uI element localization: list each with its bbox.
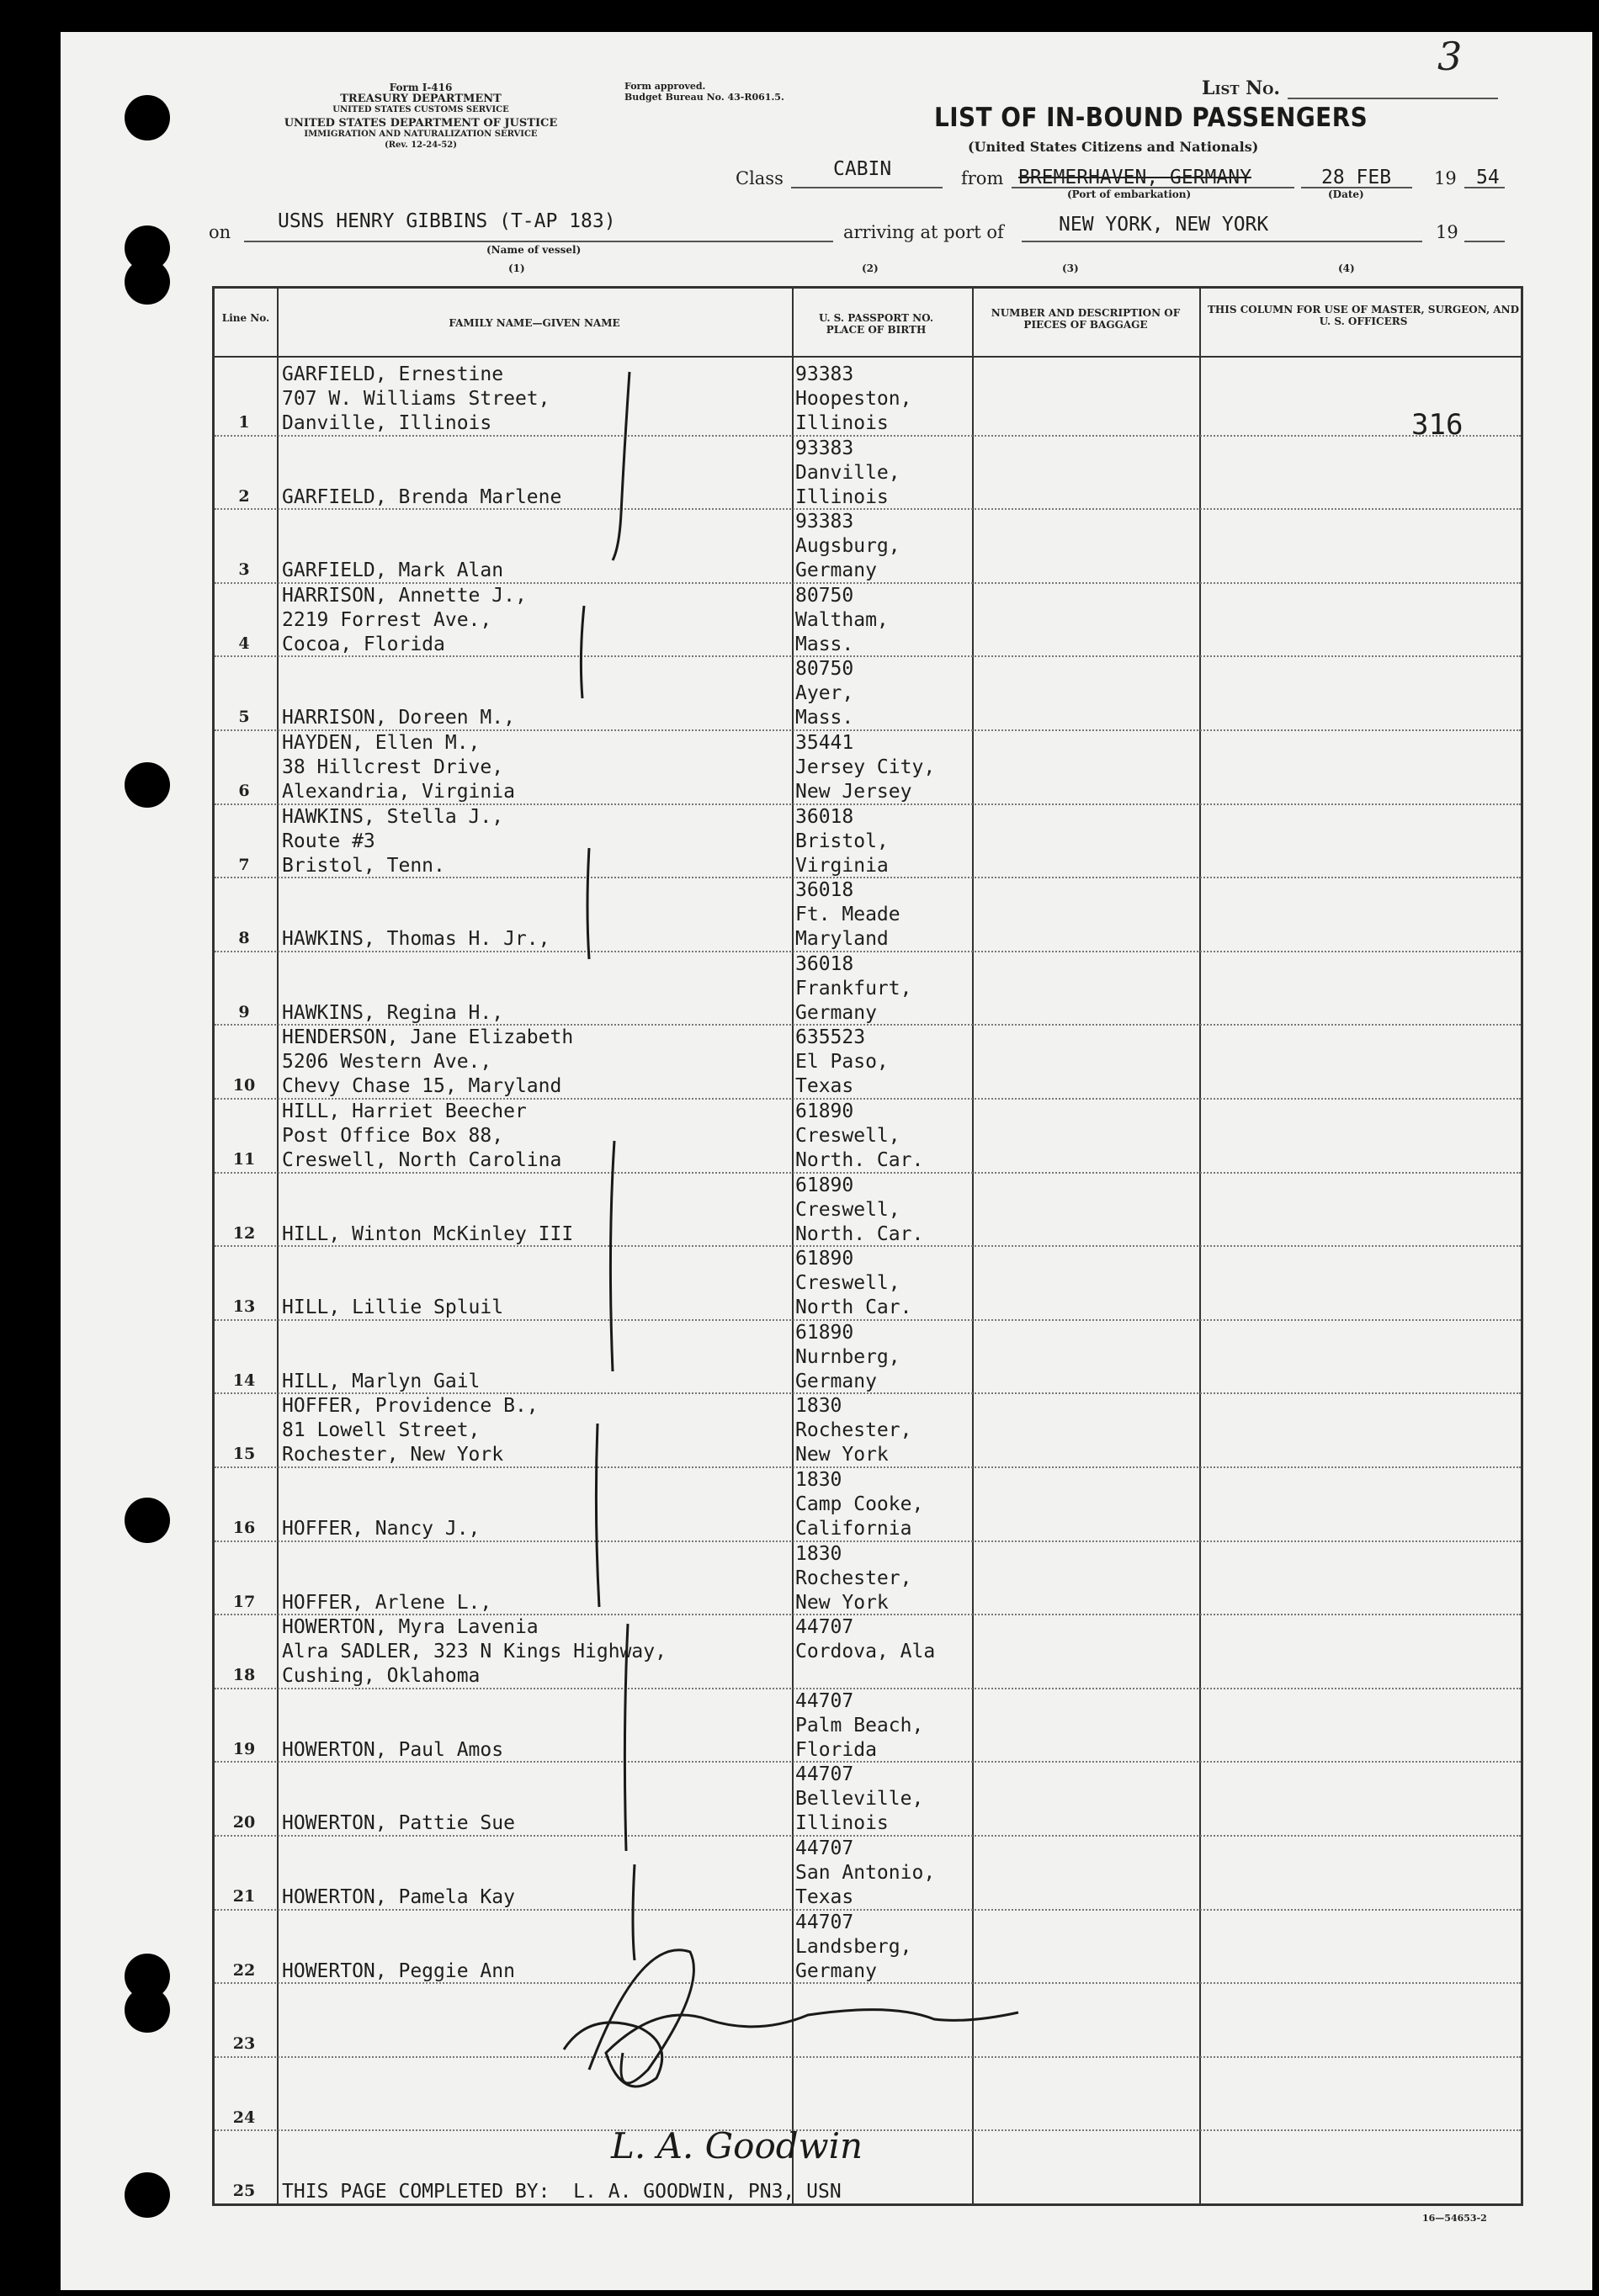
passenger-name: HOFFER, Arlene L., xyxy=(282,1591,492,1614)
passenger-name: HOWERTON, Myra Lavenia Alra SADLER, 323 N Kings Highway, Cushing, Oklahoma xyxy=(282,1616,667,1688)
line-number: 19 xyxy=(232,1739,256,1758)
list-no-label: List No. xyxy=(1202,77,1280,99)
line-number: 3 xyxy=(238,560,250,580)
passenger-name: HARRISON, Doreen M., xyxy=(282,707,515,729)
passenger-name: HAWKINS, Thomas H. Jr., xyxy=(282,928,550,951)
on-label: on xyxy=(209,222,231,242)
date-value: 28 FEB xyxy=(1321,167,1392,188)
form-approved: Form approved. xyxy=(624,81,706,92)
passenger-name: HILL, Winton McKinley III xyxy=(282,1222,574,1245)
form-revision: (Rev. 12-24-52) xyxy=(385,141,457,150)
passenger-name: HAWKINS, Stella J., Route #3 Bristol, Tenn. xyxy=(282,805,504,877)
passport-birthplace: 93383 Danville, Illinois xyxy=(795,437,900,508)
header-passport: U. S. PASSPORT NO. PLACE OF BIRTH xyxy=(818,312,934,336)
passenger-name: HARRISON, Annette J., 2219 Forrest Ave., Cocoa, Florida xyxy=(282,584,527,655)
passport-birthplace: 36018 Bristol, Virginia xyxy=(795,805,889,877)
corner-mark: 3 xyxy=(84,2198,104,2232)
line-number: 1 xyxy=(238,413,250,432)
passport-birthplace: 35441 Jersey City, New Jersey xyxy=(795,732,936,803)
arriving-value: NEW YORK, NEW YORK xyxy=(1059,214,1269,236)
passport-birthplace: 44707 Belleville, Illinois xyxy=(795,1763,924,1835)
date-caption: (Date) xyxy=(1328,188,1364,200)
line-number: 7 xyxy=(238,855,250,874)
passport-birthplace: 44707 San Antonio, Texas xyxy=(795,1837,936,1908)
passenger-name: HILL, Harriet Beecher Post Office Box 88, Creswell, North Carolina xyxy=(282,1100,562,1171)
line-number: 14 xyxy=(232,1371,256,1390)
passenger-name: HENDERSON, Jane Elizabeth 5206 Western Ave., Chevy Chase 15, Maryland xyxy=(282,1026,574,1098)
line-number: 21 xyxy=(232,1887,256,1906)
passenger-name: HOWERTON, Pattie Sue xyxy=(282,1812,515,1835)
treasury-dept: TREASURY DEPARTMENT xyxy=(340,93,502,105)
year2-prefix: 19 xyxy=(1436,222,1458,242)
completer-signature: L. A. Goodwin xyxy=(611,2125,863,2166)
passenger-name: HOWERTON, Pamela Kay xyxy=(282,1886,515,1908)
form-subtitle: (United States Citizens and Nationals) xyxy=(968,139,1259,155)
passport-birthplace: 44707 Landsberg, Germany xyxy=(795,1911,912,1982)
arriving-label: arriving at port of xyxy=(843,222,1004,242)
from-label: from xyxy=(961,168,1004,188)
passport-birthplace: 1830 Rochester, New York xyxy=(795,1542,912,1614)
passport-birthplace: 36018 Ft. Meade Maryland xyxy=(795,879,900,951)
customs-service: UNITED STATES CUSTOMS SERVICE xyxy=(332,105,509,114)
line-number: 16 xyxy=(232,1519,256,1537)
year-value: 54 xyxy=(1476,167,1500,188)
line-number: 8 xyxy=(238,929,250,948)
class-value: CABIN xyxy=(833,158,892,180)
passenger-name: HILL, Marlyn Gail xyxy=(282,1370,481,1392)
line-number: 6 xyxy=(238,782,250,800)
passport-birthplace: 635523 El Paso, Texas xyxy=(795,1026,889,1098)
justice-dept: UNITED STATES DEPARTMENT OF JUSTICE xyxy=(284,117,558,130)
passport-birthplace: 36018 Frankfurt, Germany xyxy=(795,952,912,1024)
col-num-4: (4) xyxy=(1338,262,1355,274)
header-baggage: NUMBER AND DESCRIPTION OF PIECES OF BAGGAGE xyxy=(991,307,1181,331)
col-num-3: (3) xyxy=(1062,262,1079,274)
line-number: 10 xyxy=(232,1076,256,1095)
passport-birthplace: 61890 Creswell, North. Car. xyxy=(795,1174,924,1245)
class-label: Class xyxy=(736,168,784,188)
passenger-name: GARFIELD, Brenda Marlene xyxy=(282,485,562,508)
line-number: 20 xyxy=(232,1813,256,1832)
line-number: 12 xyxy=(232,1223,256,1243)
passport-birthplace: 1830 Rochester, New York xyxy=(795,1395,912,1466)
line-number: 11 xyxy=(232,1150,256,1169)
col-num-1: (1) xyxy=(508,262,525,274)
line-number: 13 xyxy=(232,1297,256,1317)
passport-birthplace: 80750 Ayer, Mass. xyxy=(795,658,854,729)
from-value: BREMERHAVEN, GERMANY xyxy=(1018,167,1251,188)
line-number: 9 xyxy=(238,1002,250,1021)
line-number: 22 xyxy=(232,1960,256,1980)
line-number: 5 xyxy=(238,708,250,727)
line-number: 4 xyxy=(238,634,250,653)
passenger-name: GARFIELD, Ernestine 707 W. Williams Street, Danville, Illinois xyxy=(282,363,550,434)
line-number: 2 xyxy=(238,486,250,506)
passport-birthplace: 93383 Augsburg, Germany xyxy=(795,511,900,582)
page-number: 3 xyxy=(1437,34,1463,79)
header-line-no: Line No. xyxy=(221,312,270,324)
form-title: LIST OF IN-BOUND PASSENGERS xyxy=(934,103,1368,133)
form-number: Form I-416 xyxy=(389,82,453,93)
year-prefix: 19 xyxy=(1434,168,1457,188)
budget-bureau: Budget Bureau No. 43-R061.5. xyxy=(624,92,784,103)
passport-birthplace: 61890 Creswell, North. Car. xyxy=(795,1100,924,1171)
footer-code: 16—54653-2 xyxy=(1422,2213,1487,2224)
ins-service: IMMIGRATION AND NATURALIZATION SERVICE xyxy=(304,130,538,139)
passenger-name: HOWERTON, Peggie Ann xyxy=(282,1959,515,1982)
port-caption: (Port of embarkation) xyxy=(1067,188,1192,200)
passport-birthplace: 44707 Cordova, Ala xyxy=(795,1616,936,1663)
passport-birthplace: 80750 Waltham, Mass. xyxy=(795,584,889,655)
header-officers: THIS COLUMN FOR USE OF MASTER, SURGEON, AND U. S. OFFICERS xyxy=(1208,304,1519,327)
passenger-name: GARFIELD, Mark Alan xyxy=(282,559,504,582)
officer-note: 316 xyxy=(1411,408,1464,442)
passenger-name: HOFFER, Nancy J., xyxy=(282,1518,481,1540)
line-number: 17 xyxy=(232,1592,256,1611)
passport-birthplace: 44707 Palm Beach, Florida xyxy=(795,1689,924,1761)
vessel-value: USNS HENRY GIBBINS (T-AP 183) xyxy=(278,210,616,232)
passport-birthplace: 61890 Creswell, North Car. xyxy=(795,1248,912,1319)
line-number: 23 xyxy=(232,2034,256,2054)
line-number: 18 xyxy=(232,1666,256,1685)
passenger-name: HOWERTON, Paul Amos xyxy=(282,1738,504,1761)
passport-birthplace: 93383 Hoopeston, Illinois xyxy=(795,363,912,434)
col-num-2: (2) xyxy=(862,262,879,274)
passport-birthplace: 61890 Nurnberg, Germany xyxy=(795,1321,900,1392)
line-number: 25 xyxy=(232,2182,256,2201)
vessel-caption: (Name of vessel) xyxy=(486,244,582,256)
passenger-name: HAWKINS, Regina H., xyxy=(282,1001,504,1024)
passenger-name: HAYDEN, Ellen M., 38 Hillcrest Drive, Alexandria, Virginia xyxy=(282,732,515,803)
header-name: FAMILY NAME—GIVEN NAME xyxy=(449,317,620,329)
passenger-name: HOFFER, Providence B., 81 Lowell Street, Rochester, New York xyxy=(282,1395,539,1466)
passport-birthplace: 1830 Camp Cooke, California xyxy=(795,1469,924,1540)
passenger-name: HILL, Lillie Spluil xyxy=(282,1296,504,1319)
passenger-name: THIS PAGE COMPLETED BY: L. A. GOODWIN, PN3, USN xyxy=(282,2181,842,2203)
line-number: 24 xyxy=(232,2108,256,2127)
line-number: 15 xyxy=(232,1445,256,1464)
